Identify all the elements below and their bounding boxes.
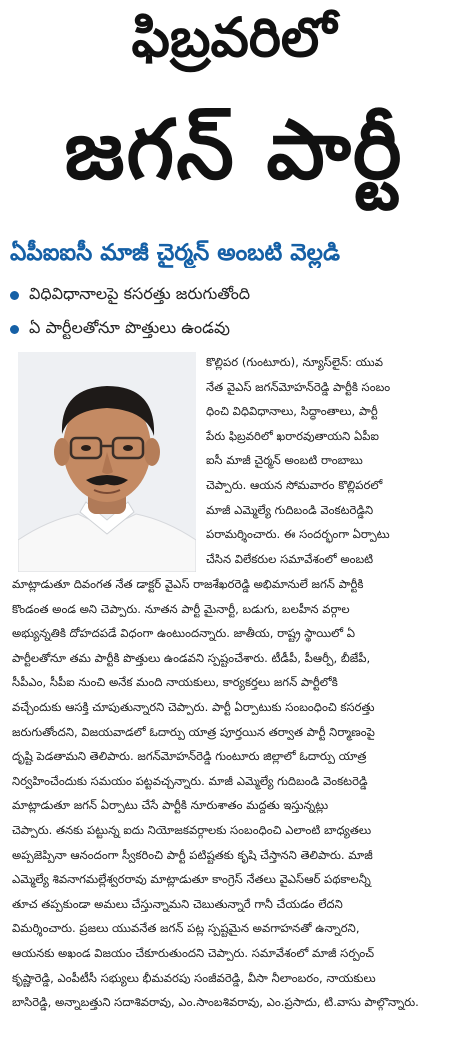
article-line: మాట్లాడుతూ జగన్ ఏర్పాటు చేసే పార్టీకి నూరుశాతం మద్దతు ఇస్తున్నట్లు xyxy=(12,798,329,813)
headline-line-2: జగన్ పార్టీ xyxy=(64,103,404,198)
portrait-photo xyxy=(18,352,196,572)
article-line: ధించి విధివిధానాలు, సిద్ధాంతాలు, పార్టీ xyxy=(206,404,378,419)
article-body-top xyxy=(206,350,460,571)
article-line: నేత వైఎస్ జగన్‌మోహన్‌రెడ్డి పార్టీకి సంబం xyxy=(206,379,391,394)
article-line: కొల్లిపర (గుంటూరు), న్యూస్‌లైన్: యువ xyxy=(206,355,383,369)
article-line: జరుగుతోందని, విజయవాడలో ఓదార్పు యాత్ర పూర్తయిన తర్వాత పార్టీ నిర్మాణంపై xyxy=(12,724,375,739)
article-line: చెప్పారు. తనకు పట్టున్న ఐదు నియోజకవర్గాలకు సంబంధించి ఎలాంటి బాధ్యతలు xyxy=(12,822,372,837)
article-line: పేరు ఫిబ్రవరిలో ఖరారవుతాయని ఏపీఐ xyxy=(206,428,379,443)
headline-line-1: ఫిబ్రవరిలో xyxy=(131,6,337,69)
article-line: కొండంత అండ అని చెప్పారు. నూతన పార్టీ మైనార్టీ, బడుగు, బలహీన వర్గాల xyxy=(12,601,350,616)
article-line: అభ్యున్నతికి దోహదపడే విధంగా ఉంటుందన్నారు. జాతీయ, రాష్ట్ర స్థాయిలో ఏ xyxy=(12,626,356,641)
article-line: తూచ తప్పకుండా అమలు చేస్తున్నామని చెబుతున్నారే గానీ చేయడం లేదని xyxy=(12,896,343,911)
article-line: మాట్లాడుతూ దివంగత నేత డాక్టర్ వైఎస్ రాజశేఖరరెడ్డి అభిమానులే జగన్ పార్టీకి xyxy=(12,577,364,591)
subheadline: ఏపీఐఐసీ మాజీ చైర్మన్ అంబటి వెల్లడి xyxy=(10,240,340,266)
article-line: దృష్టి పెడతామని తెలిపారు. జగన్‌మోహన్‌రెడ్డి గుంటూరు జిల్లాలో ఓదార్పు యాత్ర xyxy=(12,749,367,764)
article-line: పార్టీలతోనూ తమ పార్టీకి పొత్తులు ఉండవని స్పష్టంచేశారు. టీడీపీ, పీఆర్పీ, బీజేపీ, xyxy=(12,650,371,665)
article-line: నిర్వహించేందుకు సమయం పట్టవచ్చన్నారు. మాజీ ఎమ్మెల్యే గుదిబండి వెంకటరెడ్డి xyxy=(12,773,368,788)
bullet-text: ఏ పార్టీలతోనూ పొత్తులు ఉండవు xyxy=(29,317,230,337)
bullet-dot-icon xyxy=(10,291,19,300)
article-line: పరామర్శించారు. ఈ సందర్భంగా ఏర్పాటు xyxy=(206,527,390,542)
article-line: ఎమ్మెల్యే శివనాగమల్లేశ్వరరావు మాట్లాడుతూ కాంగ్రెస్ నేతలు వైఎస్ఆర్ పథకాలన్నీ xyxy=(12,872,371,887)
bullet-item xyxy=(10,280,460,310)
article-line: చెప్పారు. ఆయన సోమవారం కొల్లిపరలో xyxy=(206,477,383,492)
article-line: విమర్శించారు. ప్రజలు యువనేత జగన్ పట్ల స్పష్టమైన అవగాహనతో ఉన్నారని, xyxy=(12,921,360,936)
bullet-list xyxy=(10,280,460,348)
bullet-dot-icon xyxy=(10,325,19,334)
article-line: కృష్ణారెడ్డి, ఎంపీటీసీ సభ్యులు భీమవరపు సంజీవరెడ్డి, వీసా నీలాంబరం, నాయకులు xyxy=(12,970,376,985)
article-line: అప్పజెప్పినా ఆనందంగా స్వీకరించి పార్టీ పటిష్టతకు కృషి చేస్తానని తెలిపారు. మాజీ xyxy=(12,847,373,862)
article-line: వచ్చేందుకు ఆసక్తి చూపుతున్నారని చెప్పారు. పార్టీ ఏర్పాటుకు సంబంధించి కసరత్తు xyxy=(12,699,375,714)
article-line: మాజీ ఎమ్మెల్యే గుదిబండి వెంకటరెడ్డిని xyxy=(206,502,374,517)
article-line: చేసిన విలేకరుల సమావేశంలో అంబటి xyxy=(206,551,374,566)
article-body-bottom xyxy=(12,572,458,1015)
article-line: సీపీఎం, సీపీఐ నుంచి అనేక మంది నాయకులు, కార్యకర్తలు జగన్ పార్టీలోకి xyxy=(12,675,338,690)
article-line: ఐసీ మాజీ చైర్మన్ అంబటి రాంబాబు xyxy=(206,453,363,468)
article-line: బాసిరెడ్డి, అన్నాబత్తుని సదాశివరావు, ఎం.సాంబశివరావు, ఎం.ప్రసాదు, టి.వాసు పాల్గొన్నారు. xyxy=(12,995,419,1010)
article-line: ఆయనకు అఖండ విజయం చేకూరుతుందని చెప్పారు. సమావేశంలో మాజీ సర్పంచ్ xyxy=(12,945,375,960)
bullet-text: విధివిధానాలపై కసరత్తు జరుగుతోంది xyxy=(29,283,251,303)
bullet-item xyxy=(10,314,460,344)
